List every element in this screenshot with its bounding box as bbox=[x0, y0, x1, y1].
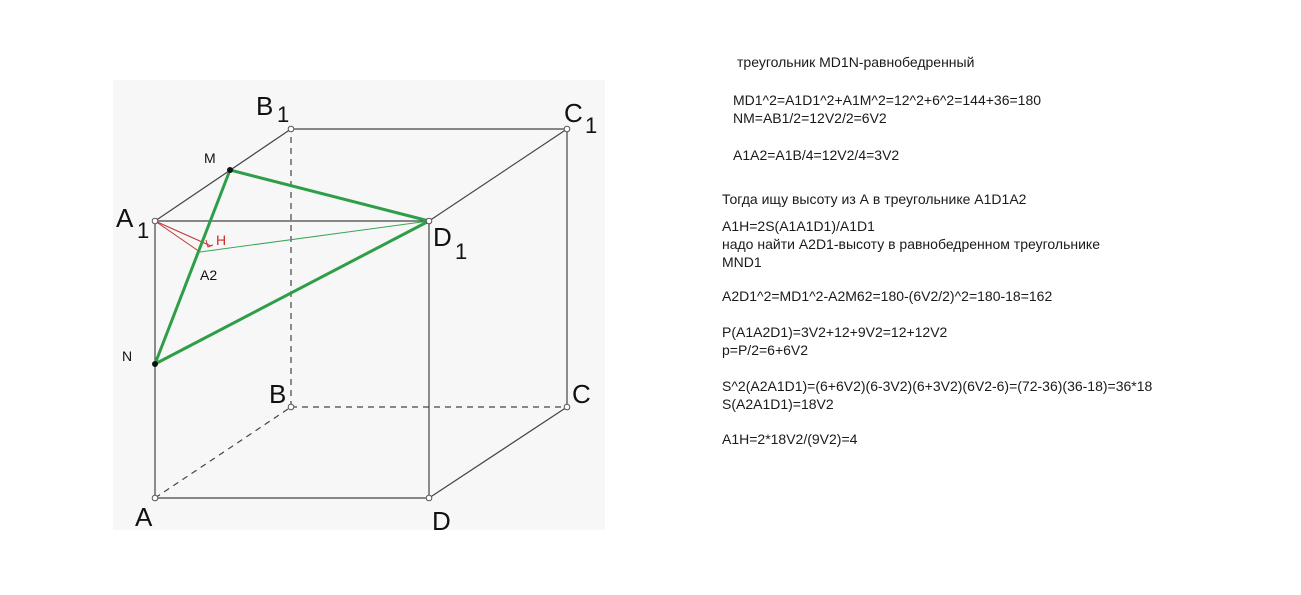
note-line: A1H=2*18V2/(9V2)=4 bbox=[722, 431, 858, 447]
note-line: MND1 bbox=[722, 254, 762, 270]
note-line: треугольник MD1N-равнобедренный bbox=[737, 54, 975, 70]
note-line: P(A1A2D1)=3V2+12+9V2=12+12V2 bbox=[722, 324, 948, 340]
point-D1 bbox=[426, 218, 432, 224]
note-line: S(A2A1D1)=18V2 bbox=[722, 396, 834, 412]
point-M bbox=[227, 167, 233, 173]
label-A1: A bbox=[116, 203, 134, 233]
note-line: надо найти A2D1-высоту в равнобедренном треугольнике bbox=[722, 236, 1100, 252]
label-C1: C bbox=[564, 98, 583, 128]
point-B1 bbox=[288, 126, 294, 132]
point-A1 bbox=[152, 218, 158, 224]
label-A1-sub: 1 bbox=[137, 218, 150, 243]
label-D: D bbox=[432, 506, 451, 536]
note-line: p=P/2=6+6V2 bbox=[722, 342, 809, 358]
label-B: B bbox=[269, 379, 287, 409]
label-B1: B bbox=[256, 91, 274, 121]
label-C: C bbox=[572, 379, 591, 409]
note-line: A1A2=A1B/4=12V2/4=3V2 bbox=[733, 147, 900, 163]
label-D1-sub: 1 bbox=[455, 239, 468, 264]
point-N bbox=[152, 361, 158, 367]
label-M: M bbox=[204, 150, 216, 166]
label-C1-sub: 1 bbox=[585, 113, 598, 138]
label-B1-sub: 1 bbox=[277, 102, 290, 127]
label-H: H bbox=[216, 232, 227, 248]
note-line: S^2(A2A1D1)=(6+6V2)(6-3V2)(6+3V2)(6V2-6)=(72-36)(36-18)=36*18 bbox=[722, 378, 1153, 394]
point-C bbox=[564, 404, 570, 410]
label-A: A bbox=[135, 502, 153, 532]
note-line: MD1^2=A1D1^2+A1M^2=12^2+6^2=144+36=180 bbox=[733, 92, 1042, 108]
diagram-background bbox=[113, 80, 605, 530]
note-line: A2D1^2=MD1^2-A2M62=180-(6V2/2)^2=180-18=162 bbox=[722, 288, 1053, 304]
point-D bbox=[426, 495, 432, 501]
note-line: Тогда ищу высоту из А в треугольнике A1D1A2 bbox=[722, 191, 1027, 207]
label-A2: A2 bbox=[200, 267, 218, 283]
point-B bbox=[288, 404, 294, 410]
label-D1: D bbox=[433, 222, 452, 252]
note-line: A1H=2S(A1A1D1)/A1D1 bbox=[722, 218, 875, 234]
label-N: N bbox=[122, 348, 133, 364]
point-A bbox=[152, 495, 158, 501]
note-line: NM=AB1/2=12V2/2=6V2 bbox=[733, 110, 887, 126]
